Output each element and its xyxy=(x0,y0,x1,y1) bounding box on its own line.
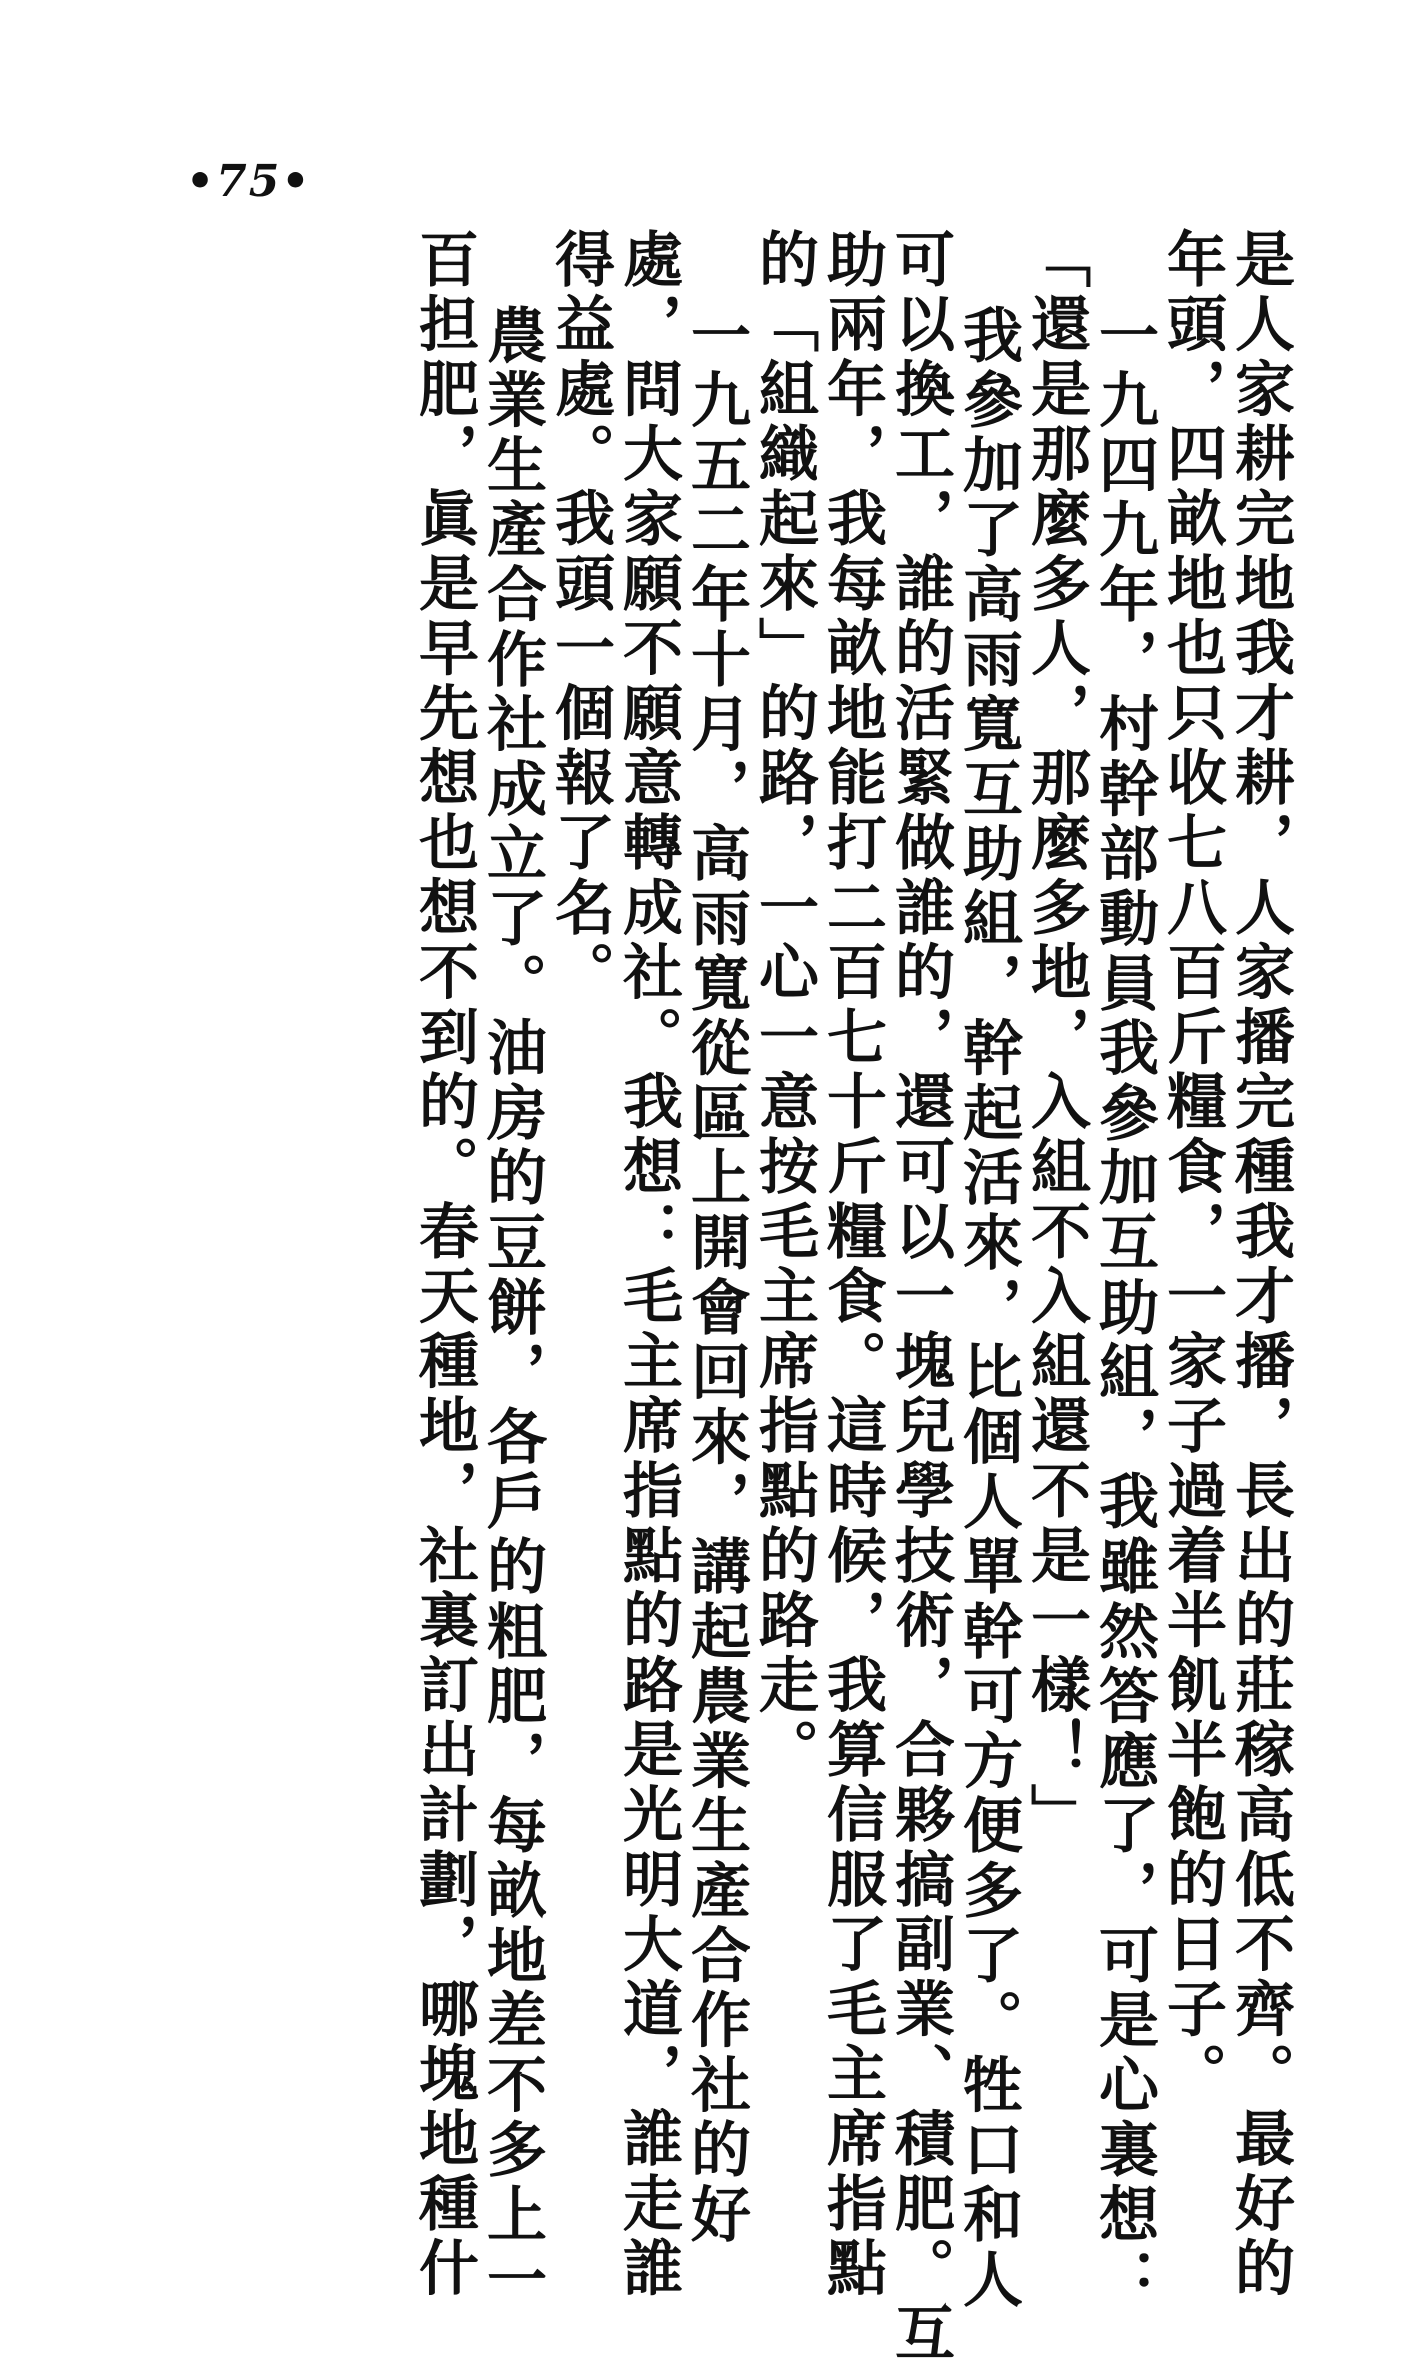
text-column: 的「組織起來」的路，一心一意按毛主席指點的路走。 xyxy=(749,228,819,1784)
page-number: •75• xyxy=(186,156,312,207)
text-column: 是人家耕完地我才耕，人家播完種我才播，長出的莊稼高低不齊。最好的 xyxy=(1225,228,1295,2302)
text-column: 「還是那麼多人，那麼多地，入組不入組還不是一樣！」 xyxy=(1021,228,1091,1848)
text-column: 農業生產合作社成立了。油房的豆餅，各戶的粗肥，每畝地差不多上一 xyxy=(477,304,547,2313)
text-column: 一九五二年十月，高雨寬從區上開會回來，講起農業生產合作社的好 xyxy=(681,304,751,2248)
text-column: 百担肥，眞是早先想也想不到的。春天種地，社裏訂出計劃，哪塊地種什 xyxy=(409,228,479,2302)
text-column: 助兩年，我每畝地能打二百七十斤糧食。這時候，我算信服了毛主席指點 xyxy=(817,228,887,2302)
text-column: 我參加了高雨寬互助組，幹起活來，比個人單幹可方便多了。牲口和人 xyxy=(953,304,1023,2313)
text-column: 一九四九年，村幹部動員我參加互助組，我雖然答應了，可是心裏想： xyxy=(1089,304,1159,2313)
text-column: 可以換工，誰的活緊做誰的，還可以一塊兒學技術，合夥搞副業、積肥。互 xyxy=(885,228,955,2366)
text-column: 處，問大家願不願意轉成社。我想：毛主席指點的路是光明大道，誰走誰 xyxy=(613,228,683,2302)
text-column: 得益處。我頭一個報了名。 xyxy=(545,228,615,1006)
text-column: 年頭，四畝地也只收七八百斤糧食，一家子過着半飢半飽的日子。 xyxy=(1157,228,1227,2108)
